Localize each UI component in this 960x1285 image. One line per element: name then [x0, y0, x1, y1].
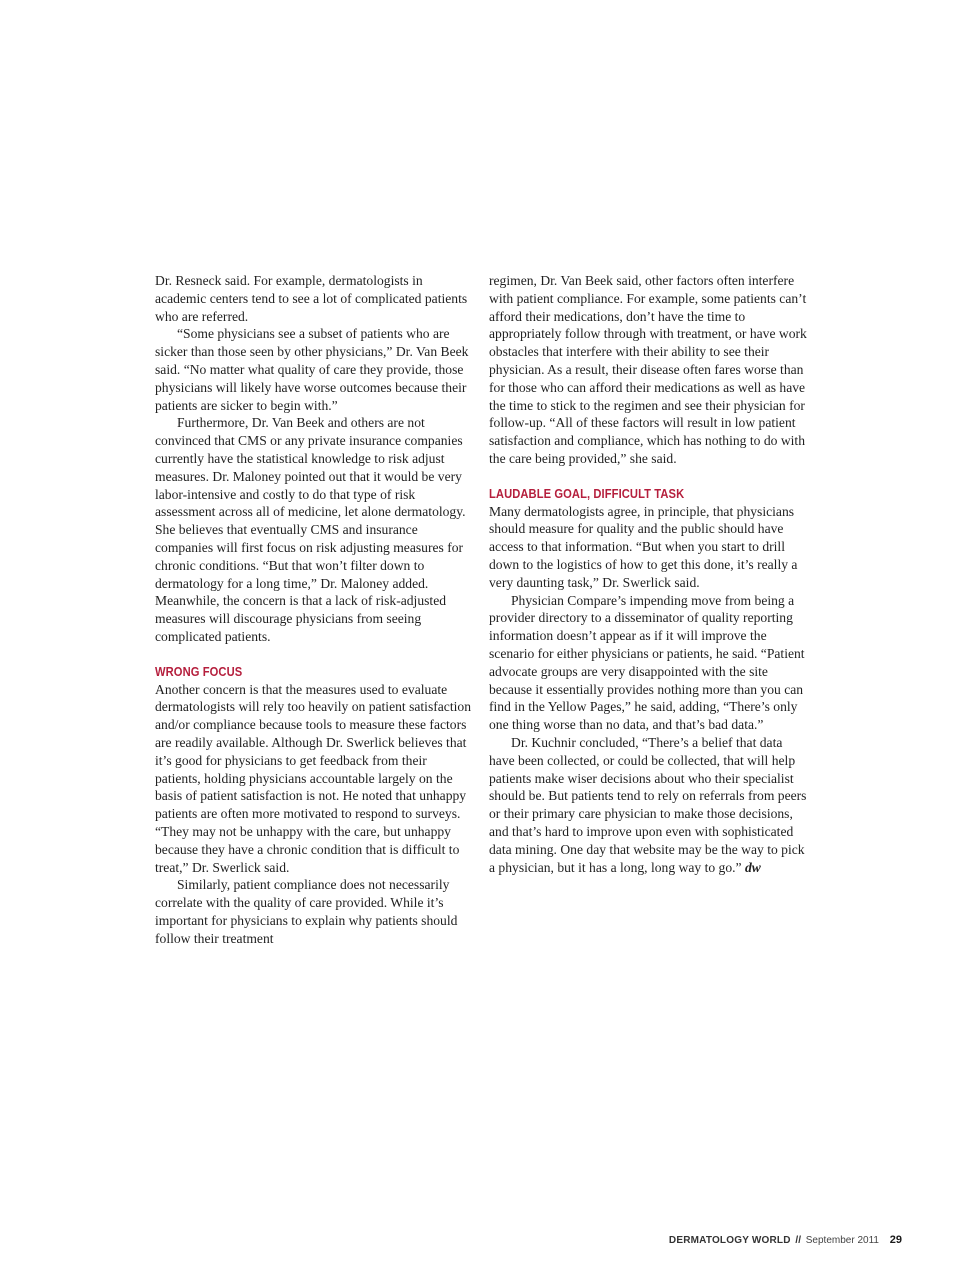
section-heading-wrong-focus: WRONG FOCUS: [155, 663, 243, 679]
paragraph: “Some physicians see a subset of patients who are sicker than those seen by other physicians,” Dr. Van Beek said. “No matter what quality of care they provide, those physicians will likely have worse outcomes because their patients are sicker to begin with.”: [155, 326, 469, 413]
paragraph: Furthermore, Dr. Van Beek and others are not convinced that CMS or any private insurance companies currently have the statistical knowledge to risk adjust measures. Dr. Maloney pointed out that it would be very labor-intensive and costly to do that type of risk assessment across all of medicine, let alone dermatology. She believes that eventually CMS and insurance companies will first focus on risk adjusting measures for chronic conditions. “But that won’t filter down to dermatology for a long time,” Dr. Maloney added. Meanwhile, the concern is that a lack of risk-adjusted measures will discourage physicians from seeing complicated patients.: [155, 415, 466, 644]
paragraph: Dr. Resneck said. For example, dermatologists in academic centers tend to see a lot of complicated patients who are referred.: [155, 273, 468, 324]
paragraph: Another concern is that the measures used to evaluate dermatologists will rely too heavily on patient satisfaction and/or compliance because tools to measure these factors are readily available. Although Dr. Swerlick believes that it’s good for physicians to get feedback from their patients, holding physicians accountable largely on the basis of patient satisfaction is not. He noted that unhappy patients are often more motivated to respond to surveys. “They may not be unhappy with the care, but unhappy because they have a chronic condition that is difficult to treat,” Dr. Swerlick said.: [155, 681, 471, 875]
page-footer: [669, 1234, 902, 1246]
paragraph: Similarly, patient compliance does not necessarily correlate with the quality of care provided. While it’s important for physicians to explain why patients should follow their treatment: [155, 877, 458, 946]
paragraph: Physician Compare’s impending move from being a provider directory to a disseminator of quality reporting information doesn’t appear as if it will improve the scenario for either physicians or patients, he said. “Patient advocate groups are very disappointed with the site because it essentially provides nothing more than you can find in the Yellow Pages,” he said, adding, “There’s only one thing worse than no data, and that’s bad data.”: [489, 592, 805, 733]
paragraph: regimen, Dr. Van Beek said, other factors often interfere with patient compliance. For example, some patients can’t afford their medications, don’t have the time to appropriately follow through with treatment, or have work obstacles that interfere with their ability to see their physician. As a result, their disease often fares worse than for those who can afford their medications as well as have the time to stick to the regimen and see their physician for follow-up. “All of these factors will result in low patient satisfaction and compliance, which has nothing to do with the care being provided,” she said.: [489, 273, 807, 466]
left-column: [155, 272, 473, 947]
paragraph-text: Dr. Kuchnir concluded, “There’s a belief that data have been collected, or could be collected, that will help patients make wiser decisions about who their specialist should be. But patients tend to rely on referrals from peers or their primary care physician to make those decisions, and that’s hard to improve upon even with sophisticated data mining. One day that website may be the way to pick a physician, but it has a long, long way to go.”: [489, 734, 807, 875]
magazine-title: DERMATOLOGY WORLD: [668, 1235, 791, 1246]
page-number: 29: [889, 1234, 902, 1246]
closing-paragraph: [489, 734, 807, 876]
section-heading-laudable-goal: LAUDABLE GOAL, DIFFICULT TASK: [489, 485, 685, 501]
issue-date: September 2011: [805, 1235, 879, 1246]
article-end-signature: dw: [744, 859, 761, 875]
right-column: [489, 272, 807, 876]
footer-separator: //: [795, 1235, 801, 1246]
paragraph: Many dermatologists agree, in principle, that physicians should measure for quality and the public should have access to that information. “But when you start to drill down to the logistics of how to get this done, it’s really a very daunting task,” Dr. Swerlick said.: [489, 503, 798, 590]
